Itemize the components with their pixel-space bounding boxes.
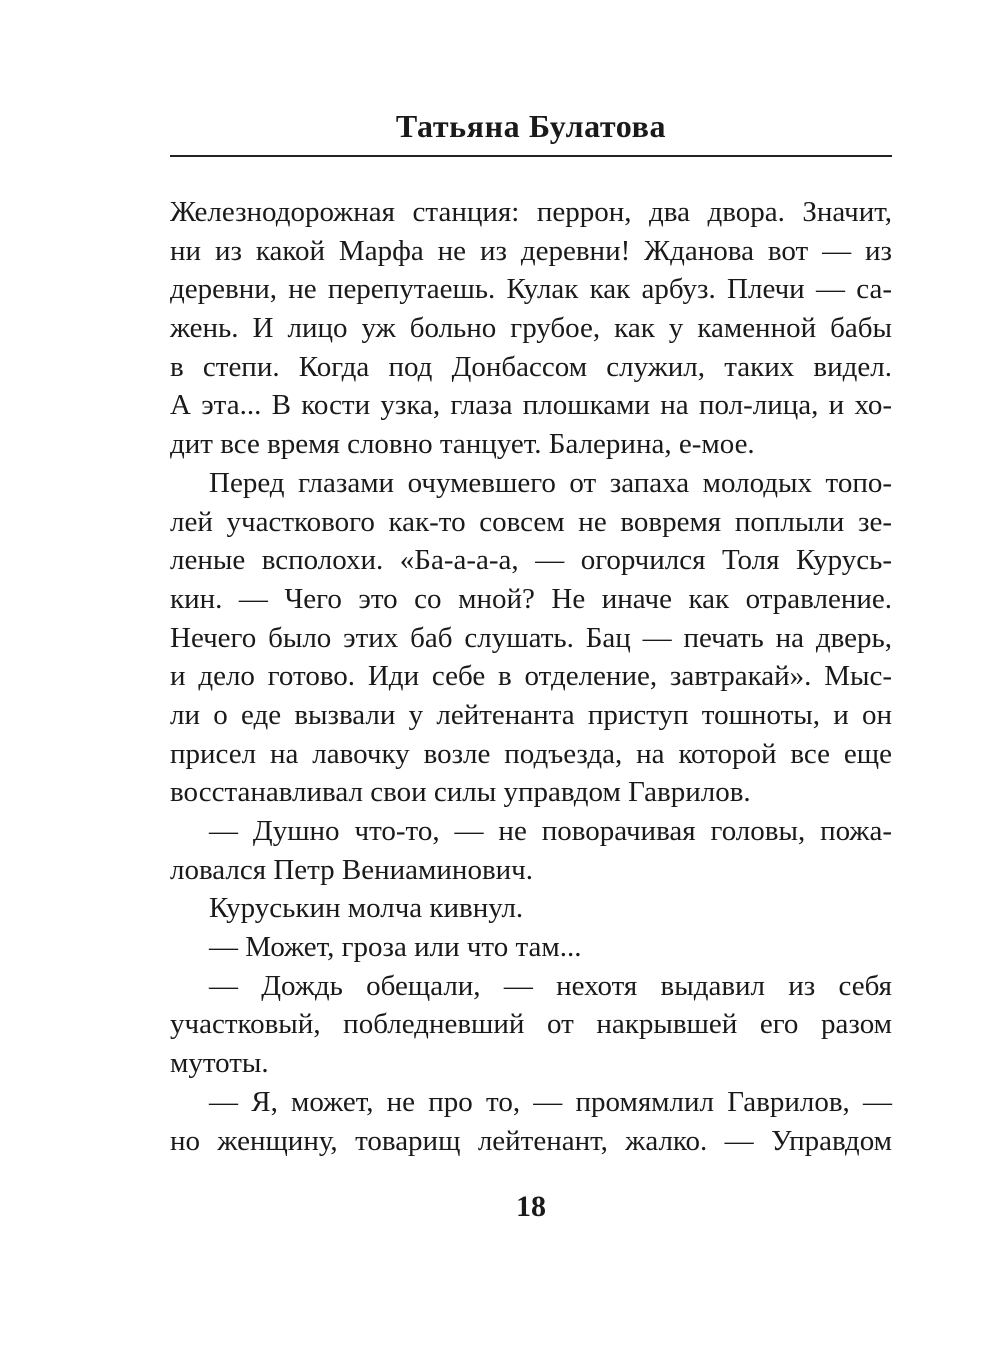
text-line: — Душно что-то, — не поворачивая головы, пожа- [209,815,892,847]
header-rule [170,155,892,157]
text-line: дит все время словно танцует. Балерина, е-мое. [170,428,755,461]
text-line: присел на лавочку возле подъезда, на которой все еще [170,737,892,770]
running-header-author: Татьяна Булатова [395,108,667,144]
text-line: восстанавливал свои силы управдом Гаврилов. [170,776,751,809]
text-line: жень. И лицо уж больно грубое, как у каменной бабы [170,312,892,345]
text-line: ни из какой Марфа не из деревни! Жданова вот — из [170,234,892,267]
text-line: ли о еде вызвали у лейтенанта приступ тошноты, и он [170,698,892,731]
text-line: — Дождь обещали, — нехотя выдавил из себя [209,969,892,1002]
text-line: деревни, не перепутаешь. Кулак как арбуз. Плечи — са- [170,273,892,306]
text-line: и дело готово. Иди себе в отделение, завтракай». Мыс- [170,660,892,693]
text-line: — Может, гроза или что там... [209,931,582,964]
text-line: Железнодорожная станция: перрон, два двора. Значит, [170,196,892,228]
page-text [170,193,892,1160]
text-line: ловался Петр Вениаминович. [170,853,533,886]
text-line: лей участкового как-то совсем не вовремя поплыли зе- [170,505,892,538]
text-line: кин. — Чего это со мной? Не иначе как отравление. [170,582,892,615]
text-line: участковый, побледневший от накрывшей его разом [170,1008,892,1041]
text-line: но женщину, товарищ лейтенант, жалко. — Управдом [170,1124,892,1157]
text-line: Куруськин молча кивнул. [209,892,524,925]
text-line: А эта... В кости узка, глаза плошками на пол-лица, и хо- [170,389,892,422]
text-line: Нечего было этих баб слушать. Бац — печать на дверь, [170,621,892,654]
text-line: мутоты. [170,1047,269,1080]
page-number: 18 [516,1190,546,1223]
text-line: леные всполохи. «Ба-а-а-а, — огорчился Толя Курусь- [170,544,892,577]
text-line: в степи. Когда под Донбассом служил, таких видел. [170,350,892,383]
text-line: — Я, может, не про то, — промямлил Гаврилов, — [209,1085,892,1118]
text-line: Перед глазами очумевшего от запаха молодых топо- [209,466,892,499]
